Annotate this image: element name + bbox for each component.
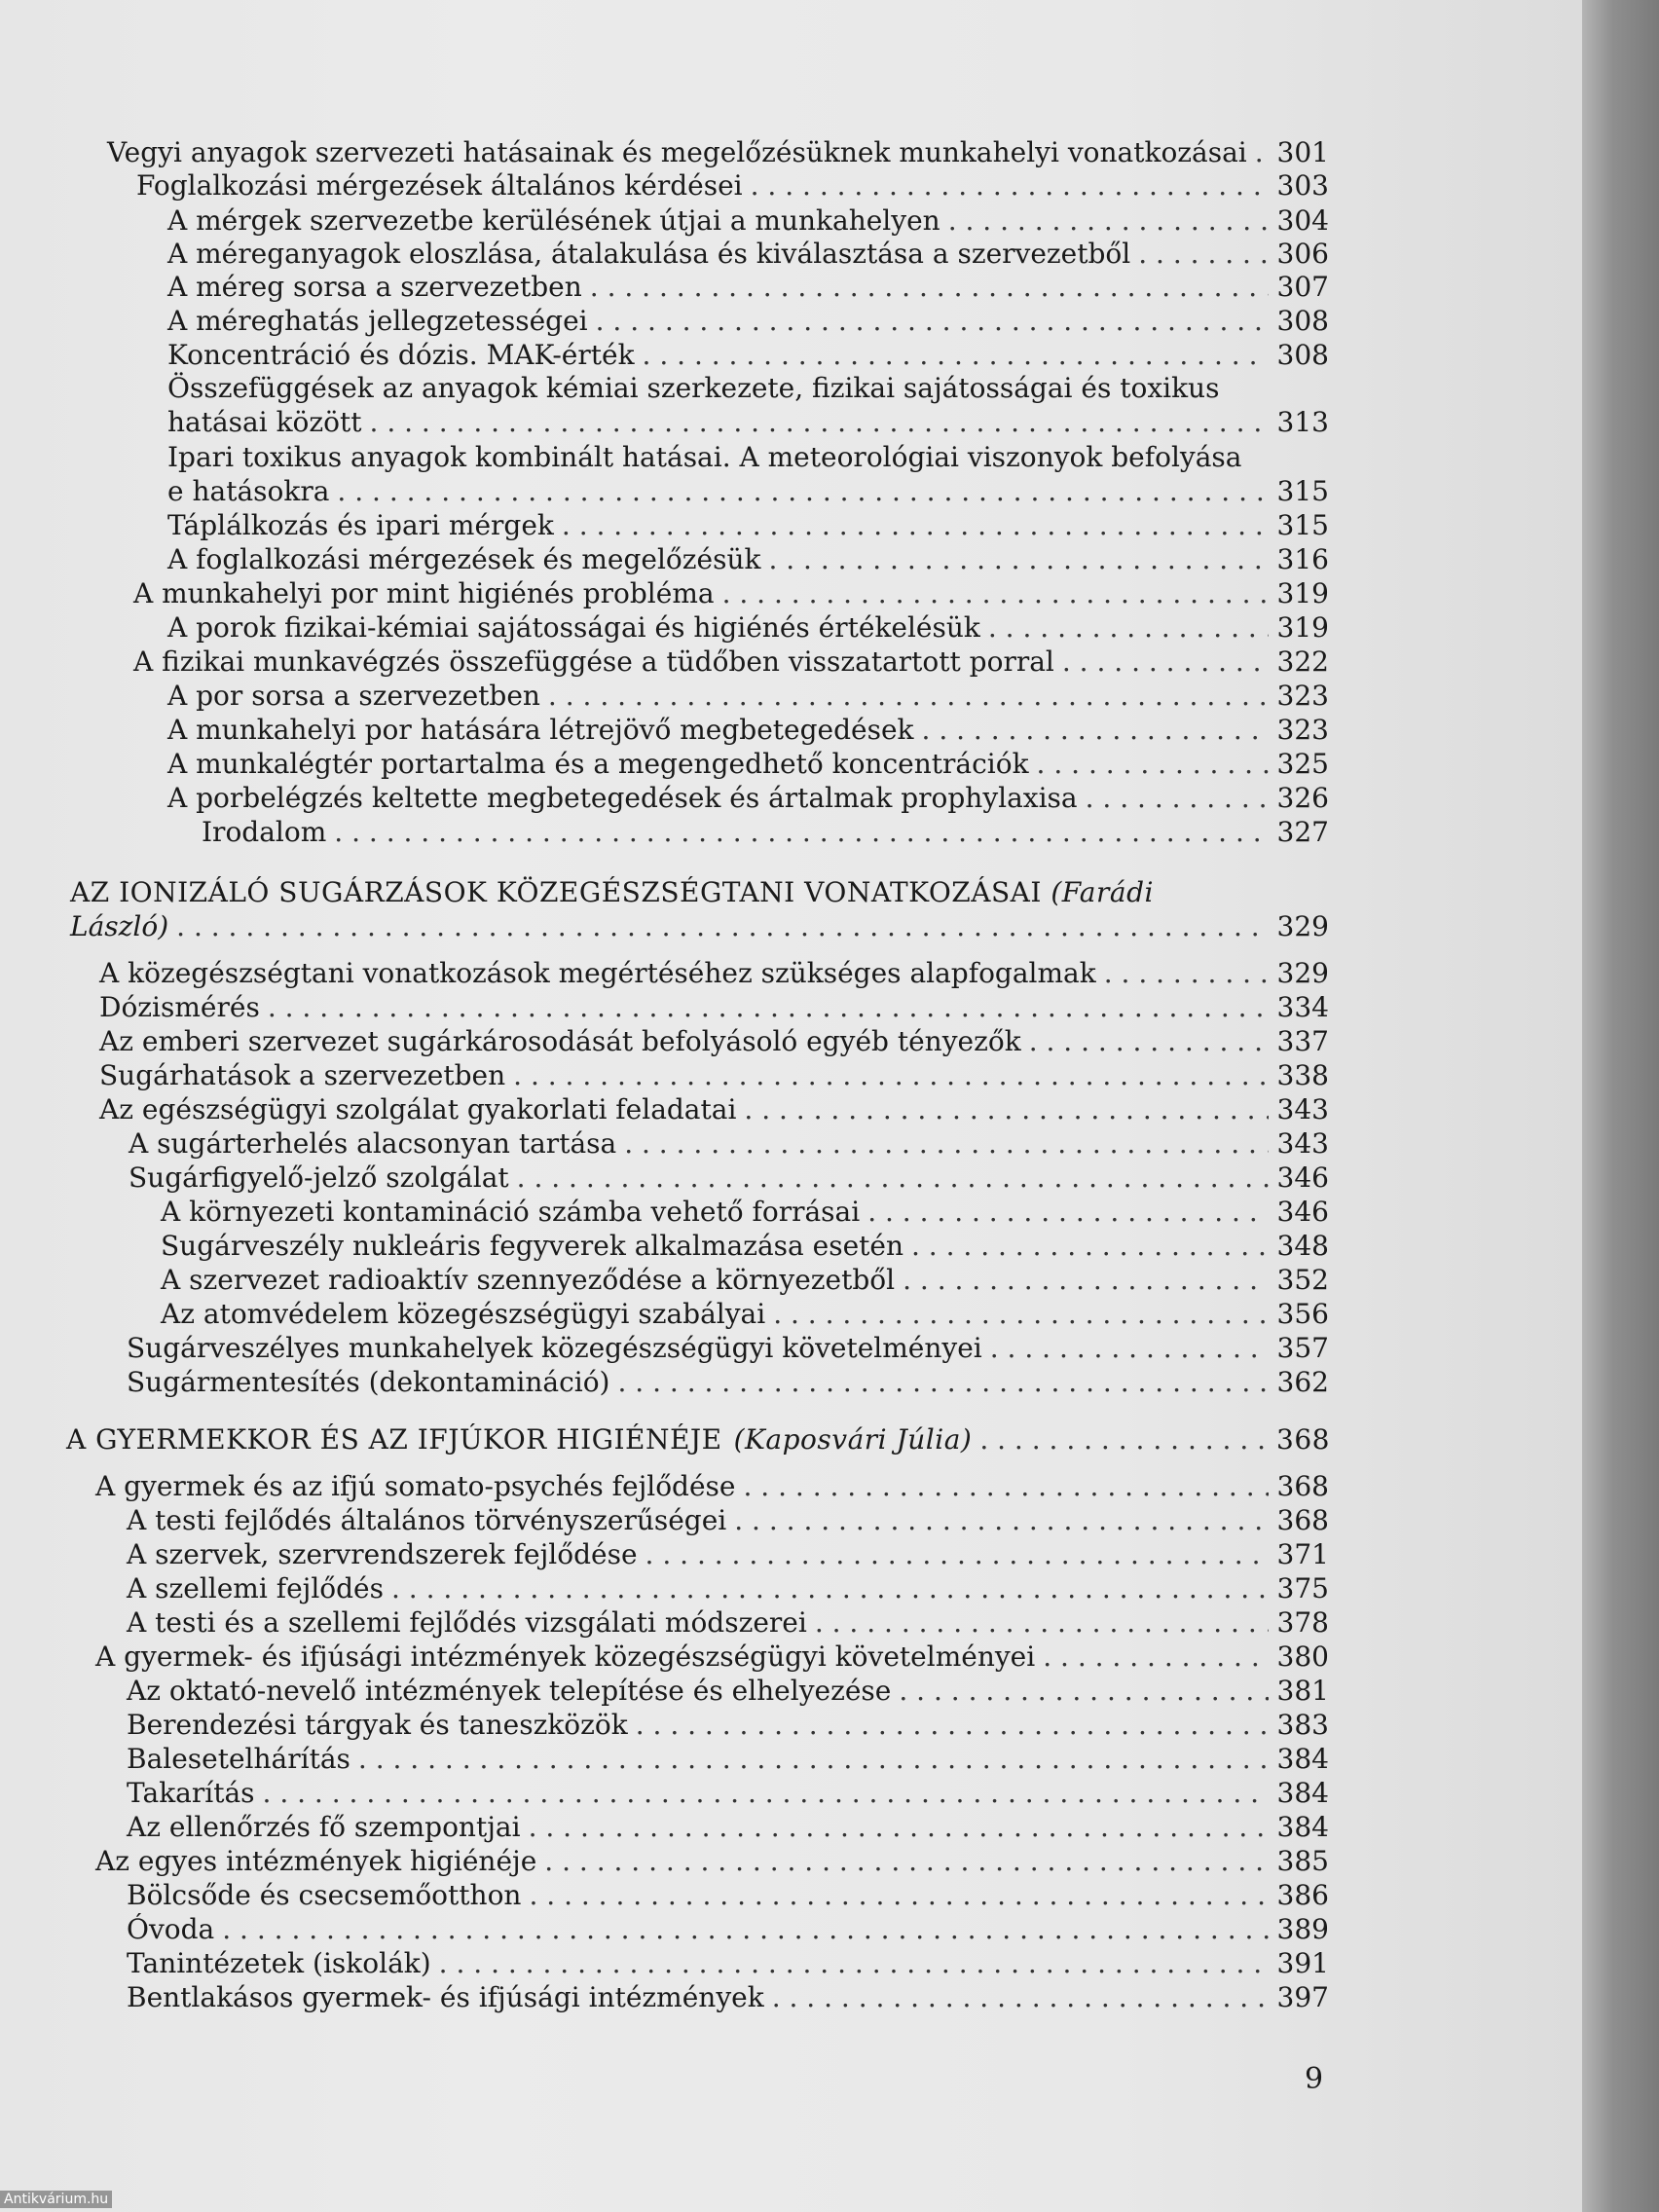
toc-entry-page: 375	[1276, 1572, 1329, 1604]
toc-entry	[167, 406, 1329, 439]
toc-entry-title: Sugárfigyelő-jelző szolgálat	[129, 1161, 509, 1194]
toc-leader-dots	[734, 1504, 1269, 1537]
toc-leader-dots	[1104, 957, 1269, 990]
toc-leader-dots	[562, 509, 1269, 542]
toc-leader-dots	[772, 1981, 1269, 2014]
toc-entry	[133, 577, 1329, 610]
toc-entry-page: 378	[1276, 1606, 1329, 1639]
toc-leader-dots	[1037, 748, 1269, 781]
toc-entry	[99, 957, 1329, 990]
toc-entry-page: 326	[1276, 782, 1329, 814]
toc-entry-page: 389	[1276, 1913, 1329, 1945]
toc-entry-page: 357	[1276, 1332, 1329, 1364]
toc-leader-dots	[645, 1538, 1269, 1571]
toc-leader-dots	[815, 1606, 1269, 1640]
toc-entry-page: 384	[1276, 1743, 1329, 1775]
toc-entry-page: 352	[1276, 1264, 1329, 1296]
toc-entry	[202, 816, 1329, 849]
toc-entry	[127, 1538, 1329, 1571]
toc-leader-dots	[636, 1709, 1269, 1742]
toc-entry	[167, 509, 1329, 542]
toc-entry-title: Óvoda	[127, 1913, 215, 1945]
toc-entry-title: A méreganyagok eloszlása, átalakulása és kiválasztása a szervezetből	[167, 238, 1131, 270]
toc-leader-dots	[1043, 1641, 1269, 1674]
page-edge	[1582, 0, 1659, 2212]
toc-entry-page: 381	[1276, 1675, 1329, 1707]
toc-entry	[127, 1504, 1329, 1537]
toc-leader-dots	[391, 1572, 1269, 1605]
section-author-cont: László)	[70, 910, 169, 942]
toc-entry	[161, 1264, 1329, 1297]
toc-entry-page: 303	[1276, 169, 1329, 202]
toc-entry-page: 380	[1276, 1641, 1329, 1673]
toc-leader-dots	[222, 1913, 1269, 1946]
toc-entry-title: A szellemi fejlődés	[127, 1572, 384, 1604]
toc-entry-page: 371	[1276, 1538, 1329, 1570]
toc-entry-page: 327	[1276, 816, 1329, 848]
toc-leader-dots	[548, 680, 1269, 713]
toc-entry-title: A munkalégtér portartalma és a megengedhető koncentrációk	[167, 748, 1029, 780]
toc-leader-dots	[268, 991, 1269, 1024]
toc-entry-title: Dózismérés	[99, 991, 260, 1023]
toc-entry-title: A gyermek és az ifjú somato-psychés fejlődése	[95, 1470, 736, 1502]
toc-entry	[136, 169, 1329, 203]
toc-entry-page: 368	[1276, 1423, 1330, 1456]
toc-leader-dots	[1062, 645, 1269, 679]
toc-leader-dots	[334, 816, 1269, 849]
toc-entry-page: 308	[1276, 339, 1329, 371]
toc-leader-dots	[439, 1947, 1269, 1980]
toc-entry	[161, 1230, 1329, 1263]
watermark: Antikvárium.hu	[0, 2191, 112, 2208]
toc-leader-dots	[617, 1366, 1269, 1399]
toc-entry-title: A gyermek- és ifjúsági intézmények közegészségügyi követelményei	[95, 1641, 1036, 1673]
toc-leader-dots	[590, 271, 1269, 304]
toc-entry	[161, 1196, 1329, 1229]
toc-entry-title: Foglalkozási mérgezések általános kérdései	[136, 169, 743, 202]
toc-entry	[167, 271, 1329, 304]
toc-leader-dots	[751, 169, 1269, 203]
toc-entry-page: 315	[1276, 509, 1329, 541]
toc-entry-title: Táplálkozás és ipari mérgek	[167, 509, 554, 541]
toc-entry-title: A környezeti kontamináció számba vehető forrásai	[161, 1196, 861, 1228]
toc-entry-page: 319	[1276, 577, 1329, 609]
toc-leader-dots	[773, 1298, 1269, 1331]
toc-leader-dots	[1255, 136, 1269, 169]
toc-entry-page: 346	[1276, 1161, 1329, 1194]
toc-entry-title: A szervezet radioaktív szennyeződése a környezetből	[161, 1264, 896, 1296]
toc-entry	[95, 1845, 1329, 1878]
toc-leader-dots	[1086, 782, 1269, 815]
toc-entry	[167, 714, 1329, 747]
section-title: AZ IONIZÁLÓ SUGÁRZÁSOK KÖZEGÉSZSÉGTANI VONATKOZÁSAI	[70, 876, 1042, 908]
toc-entry-page: 308	[1276, 305, 1329, 337]
toc-entry-title: A munkahelyi por mint higiénés probléma	[133, 577, 715, 609]
toc-entry	[127, 1913, 1329, 1946]
toc-leader-dots	[513, 1059, 1269, 1092]
toc-entry	[167, 204, 1329, 238]
section-heading	[66, 1423, 1329, 1456]
toc-leader-dots	[768, 543, 1269, 576]
toc-leader-dots	[596, 305, 1269, 338]
toc-leader-dots	[903, 1264, 1269, 1297]
toc-entry-page: 384	[1276, 1777, 1329, 1809]
toc-entry-title: Ipari toxikus anyagok kombinált hatásai. A meteorológiai viszonyok befolyása	[167, 441, 1242, 473]
toc-entry	[127, 1572, 1329, 1605]
toc-entry	[70, 910, 1329, 943]
toc-entry-page: 329	[1276, 910, 1329, 942]
toc-leader-dots	[337, 475, 1269, 508]
toc-entry-page: 338	[1276, 1059, 1329, 1091]
toc-entry	[99, 1093, 1329, 1126]
toc-entry-title: Bölcsőde és csecsemőotthon	[127, 1879, 522, 1911]
toc-entry-page: 383	[1276, 1709, 1329, 1741]
page-number: 9	[1305, 2062, 1324, 2096]
toc-entry	[167, 543, 1329, 576]
toc-entry-page: 348	[1276, 1230, 1329, 1262]
toc-leader-dots	[979, 1423, 1269, 1456]
toc-leader-dots	[624, 1127, 1269, 1161]
toc-entry	[129, 1127, 1329, 1161]
toc-leader-dots	[911, 1230, 1269, 1263]
toc-entry-title: A testi fejlődés általános törvényszerűségei	[127, 1504, 727, 1536]
toc-entry	[167, 238, 1329, 271]
toc-entry-page: 304	[1276, 204, 1329, 237]
toc-entry	[167, 611, 1329, 645]
toc-entry-title: Az egyes intézmények higiénéje	[95, 1845, 537, 1877]
toc-leader-dots	[922, 714, 1269, 747]
toc-entry	[161, 1298, 1329, 1331]
toc-leader-dots	[867, 1196, 1269, 1229]
toc-entry	[127, 1777, 1329, 1810]
toc-entry-page: 343	[1276, 1127, 1329, 1160]
toc-entry-page: 323	[1276, 714, 1329, 746]
toc-leader-dots	[899, 1675, 1269, 1708]
toc-entry-title: A méreg sorsa a szervezetben	[167, 271, 582, 303]
toc-entry	[127, 1332, 1329, 1365]
toc-entry-title: Az oktató-nevelő intézmények telepítése és elhelyezése	[127, 1675, 892, 1707]
toc-leader-dots	[988, 611, 1269, 645]
toc-leader-dots	[990, 1332, 1269, 1365]
toc-entry	[127, 1879, 1329, 1912]
toc-leader-dots	[544, 1845, 1269, 1878]
toc-entry-page: 391	[1276, 1947, 1329, 1979]
toc-entry-title: Koncentráció és dózis. MAK-érték	[167, 339, 635, 371]
toc-entry	[129, 1161, 1329, 1195]
toc-entry-title: A testi és a szellemi fejlődés vizsgálati módszerei	[127, 1606, 807, 1639]
toc-entry-page: 386	[1276, 1879, 1329, 1911]
toc-leader-dots	[744, 1470, 1270, 1503]
section-author: (Kaposvári Júlia)	[733, 1423, 973, 1456]
toc-entry-title: Sugárhatások a szervezetben	[99, 1059, 506, 1091]
toc-entry-title: A mérgek szervezetbe kerülésének útjai a munkahelyen	[167, 204, 940, 237]
toc-leader-dots	[358, 1743, 1269, 1776]
toc-entry	[95, 1641, 1329, 1674]
toc-entry-title: Az atomvédelem közegészségügyi szabályai	[161, 1298, 766, 1330]
toc-entry-title: Takarítás	[127, 1777, 255, 1809]
toc-entry-title: A foglalkozási mérgezések és megelőzésük	[167, 543, 761, 575]
toc-entry-title: Az egészségügyi szolgálat gyakorlati feladatai	[99, 1093, 737, 1125]
toc-entry-page: 325	[1276, 748, 1329, 780]
toc-entry	[167, 475, 1329, 508]
toc-entry-title: Tanintézetek (iskolák)	[127, 1947, 431, 1979]
toc-entry	[127, 1981, 1329, 2014]
toc-entry-title: Balesetelhárítás	[127, 1743, 350, 1775]
toc-entry-title: A szervek, szervrendszerek fejlődése	[127, 1538, 638, 1570]
section-author: (Farádi	[1051, 876, 1154, 908]
toc-entry-title: Berendezési tárgyak és taneszközök	[127, 1709, 628, 1741]
toc-entry-title: A porok fizikai-kémiai sajátosságai és higiénés értékelésük	[167, 611, 980, 644]
toc-entry	[99, 991, 1329, 1024]
toc-leader-dots	[1029, 1025, 1269, 1058]
toc-entry-page: 368	[1276, 1470, 1329, 1502]
toc-entry	[99, 1059, 1329, 1092]
toc-entry-title-cont: e hatásokra	[167, 475, 330, 507]
toc-entry-page: 323	[1276, 680, 1329, 712]
toc-entry-title: Bentlakásos gyermek- és ifjúsági intézmények	[127, 1981, 764, 2013]
toc-entry	[95, 1470, 1329, 1503]
toc-entry-page: 343	[1276, 1093, 1329, 1125]
toc-entry-title: A por sorsa a szervezetben	[167, 680, 540, 712]
toc-entry-page: 307	[1276, 271, 1329, 303]
toc-entry-page: 385	[1276, 1845, 1329, 1877]
toc-entry	[167, 339, 1329, 372]
toc-entry	[127, 1366, 1329, 1399]
toc-entry	[127, 1709, 1329, 1742]
toc-entry-page: 356	[1276, 1298, 1329, 1330]
toc-leader-dots	[1138, 238, 1269, 271]
toc-entry-title: A porbelégzés keltette megbetegedések és ártalmak prophylaxisa	[167, 782, 1078, 814]
toc-leader-dots	[263, 1777, 1269, 1810]
toc-entry	[167, 305, 1329, 338]
toc-entry-title: Összefüggések az anyagok kémiai szerkezete, fizikai sajátosságai és toxikus	[167, 372, 1220, 404]
toc-entry-page: 346	[1276, 1196, 1329, 1228]
section-title: A GYERMEKKOR ÉS AZ IFJÚKOR HIGIÉNÉJE	[66, 1423, 722, 1456]
toc-leader-dots	[948, 204, 1269, 238]
toc-entry-title: A közegészségtani vonatkozások megértéséhez szükséges alapfogalmak	[99, 957, 1096, 989]
toc-leader-dots	[370, 406, 1269, 439]
toc-entry-page: 334	[1276, 991, 1329, 1023]
toc-entry	[127, 1811, 1329, 1844]
toc-entry-title: Irodalom	[202, 816, 327, 848]
toc-entry	[127, 1743, 1329, 1776]
toc-entry-page: 322	[1276, 645, 1329, 678]
toc-entry-title: Sugárveszélyes munkahelyek közegészségügyi követelményei	[127, 1332, 982, 1364]
toc-entry-title: Sugárveszély nukleáris fegyverek alkalmazása esetén	[161, 1230, 903, 1262]
toc-entry-page: 313	[1276, 406, 1329, 438]
toc-entry	[107, 136, 1329, 169]
toc-entry	[133, 645, 1329, 679]
toc-entry-page: 397	[1276, 1981, 1329, 2013]
toc-entry	[127, 1947, 1329, 1980]
toc-entry-page: 315	[1276, 475, 1329, 507]
toc-entry	[167, 748, 1329, 781]
toc-entry-title: Sugármentesítés (dekontamináció)	[127, 1366, 610, 1398]
toc-leader-dots	[529, 1879, 1269, 1912]
toc-entry	[127, 1606, 1329, 1640]
toc-leader-dots	[529, 1811, 1269, 1844]
toc-leader-dots	[744, 1093, 1269, 1126]
toc-entry	[127, 1675, 1329, 1708]
toc-entry	[167, 782, 1329, 815]
toc-entry-page: 384	[1276, 1811, 1329, 1843]
toc-entry-page: 319	[1276, 611, 1329, 644]
toc-leader-dots	[643, 339, 1269, 372]
toc-entry-page: 329	[1276, 957, 1329, 989]
toc-entry-title: A méreghatás jellegzetességei	[167, 305, 588, 337]
toc-entry	[99, 1025, 1329, 1058]
toc-entry-page: 306	[1276, 238, 1329, 270]
toc-entry	[167, 680, 1329, 713]
toc-entry-title: Az ellenőrzés fő szempontjai	[127, 1811, 521, 1843]
section-heading	[70, 876, 1154, 909]
toc-entry-title: A fizikai munkavégzés összefüggése a tüdőben visszatartott porral	[133, 645, 1054, 678]
toc-entry-title: A munkahelyi por hatására létrejövő megbetegedések	[167, 714, 914, 746]
toc-leader-dots	[722, 577, 1269, 610]
toc-entry-title-cont: hatásai között	[167, 406, 362, 438]
toc-leader-dots	[517, 1161, 1269, 1195]
toc-entry-page: 337	[1276, 1025, 1329, 1057]
toc-entry-page: 301	[1276, 136, 1329, 168]
toc-entry-title: Vegyi anyagok szervezeti hatásainak és megelőzésüknek munkahelyi vonatkozásai	[107, 136, 1247, 168]
toc-entry-page: 368	[1276, 1504, 1329, 1536]
toc-entry-title: Az emberi szervezet sugárkárosodását befolyásoló egyéb tényezők	[99, 1025, 1021, 1057]
toc-leader-dots	[176, 910, 1269, 943]
toc-entry-page: 316	[1276, 543, 1329, 575]
toc-entry-title: A sugárterhelés alacsonyan tartása	[129, 1127, 617, 1160]
toc-entry-page: 362	[1276, 1366, 1329, 1398]
